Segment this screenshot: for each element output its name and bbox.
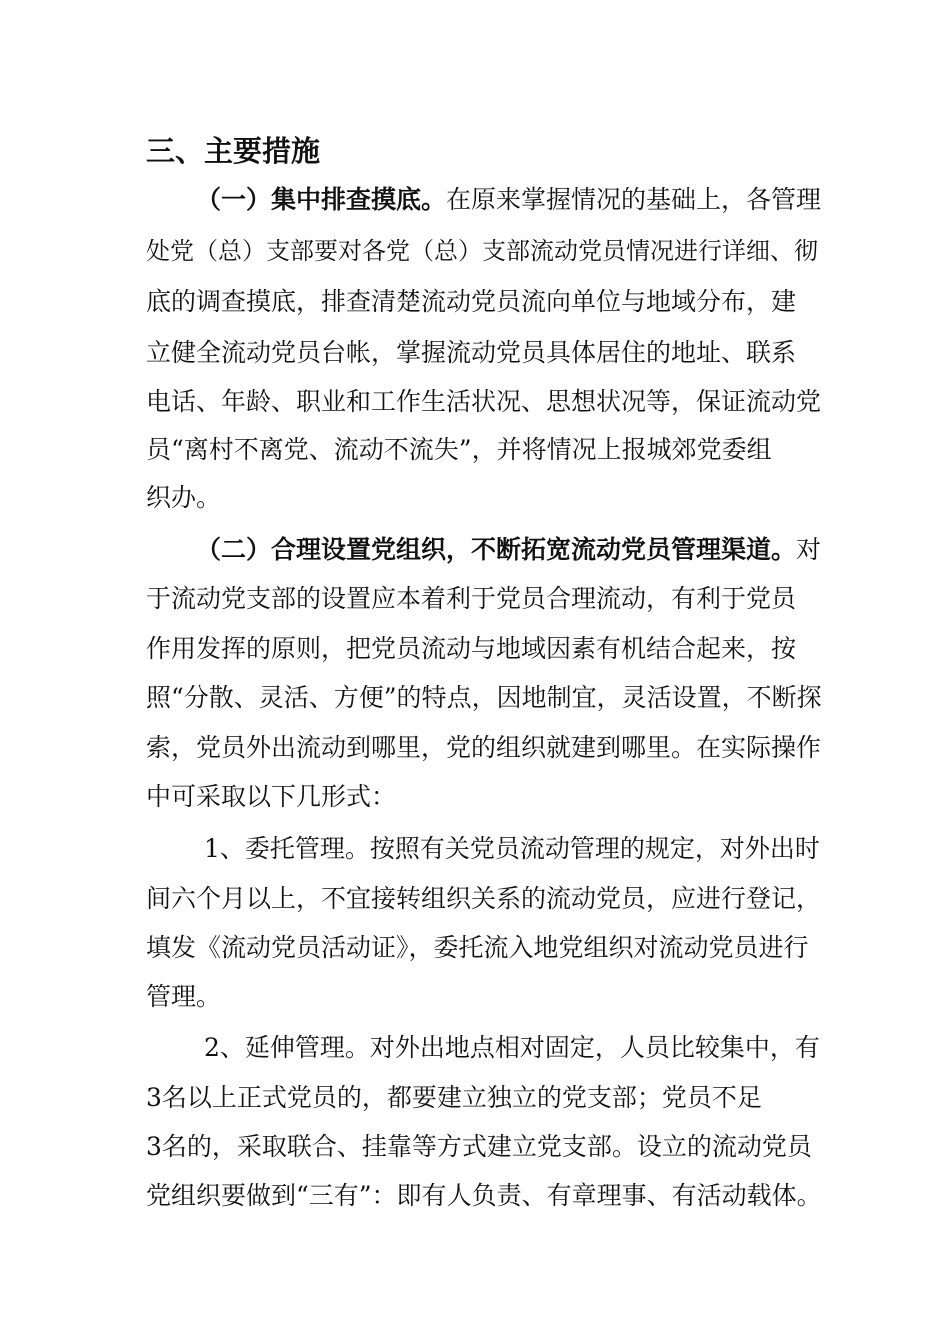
paragraph-1-line-5: 电话、年龄、职业和工作生活状况、思想状况等，保证流动党 xyxy=(146,387,822,416)
paragraph-2-line-4: 照“分散、灵活、方便”的特点，因地制宜，灵活设置，不断探 xyxy=(146,683,822,712)
paragraph-1-line-1 xyxy=(196,183,826,217)
paragraph-4-line-3: 3名的，采取联合、挂靠等方式建立党支部。设立的流动党员 xyxy=(146,1132,812,1161)
paragraph-1-line-4: 立健全流动党员台帐，掌握流动党员具体居住的地址、联系 xyxy=(146,338,797,367)
paragraph-2-line-3: 作用发挥的原则，把党员流动与地域因素有机结合起来，按 xyxy=(146,634,797,663)
paragraph-3-line-3: 填发《流动党员活动证》，委托流入地党组织对流动党员进行 xyxy=(146,933,809,962)
paragraph-4-line-1: 2、延伸管理。对外出地点相对固定，人员比较集中，有 xyxy=(204,1033,820,1062)
paragraph-1-line-3: 底的调查摸底，排查清楚流动党员流向单位与地域分布，建 xyxy=(146,287,797,316)
paragraph-2-line-1-text: 对 xyxy=(796,535,822,564)
paragraph-2-title: （二）合理设置党组织，不断拓宽流动党员管理渠道。 xyxy=(196,535,797,564)
paragraph-2-line-6: 中可采取以下几形式： xyxy=(146,782,397,811)
paragraph-4-line-2: 3名以上正式党员的，都要建立独立的党支部；党员不足 xyxy=(146,1083,762,1112)
paragraph-1-line-6: 员“离村不离党、流动不流失”，并将情况上报城郊党委组 xyxy=(146,435,772,464)
paragraph-2-line-5: 索，党员外出流动到哪里，党的组织就建到哪里。在实际操作 xyxy=(146,733,822,762)
paragraph-3-line-4: 管理。 xyxy=(146,982,222,1011)
paragraph-1-line-2: 处党（总）支部要对各党（总）支部流动党员情况进行详细、彻 xyxy=(146,237,818,265)
paragraph-1-title: （一）集中排查摸底。 xyxy=(196,185,447,214)
paragraph-3-line-2: 间六个月以上，不宜接转组织关系的流动党员，应进行登记， xyxy=(146,884,822,913)
paragraph-1-line-7: 织办。 xyxy=(146,483,222,512)
paragraph-2-line-1 xyxy=(196,533,826,567)
paragraph-1-line-1-text: 在原来掌握情况的基础上，各管理 xyxy=(446,185,822,214)
paragraph-4-line-4: 党组织要做到“三有”：即有人负责、有章理事、有活动载体。 xyxy=(146,1181,822,1210)
paragraph-2-line-2: 于流动党支部的设置应本着利于党员合理流动，有利于党员 xyxy=(146,584,797,613)
paragraph-3-line-1: 1、委托管理。按照有关党员流动管理的规定，对外出时 xyxy=(204,834,820,863)
section-heading: 三、主要措施 xyxy=(146,134,321,168)
